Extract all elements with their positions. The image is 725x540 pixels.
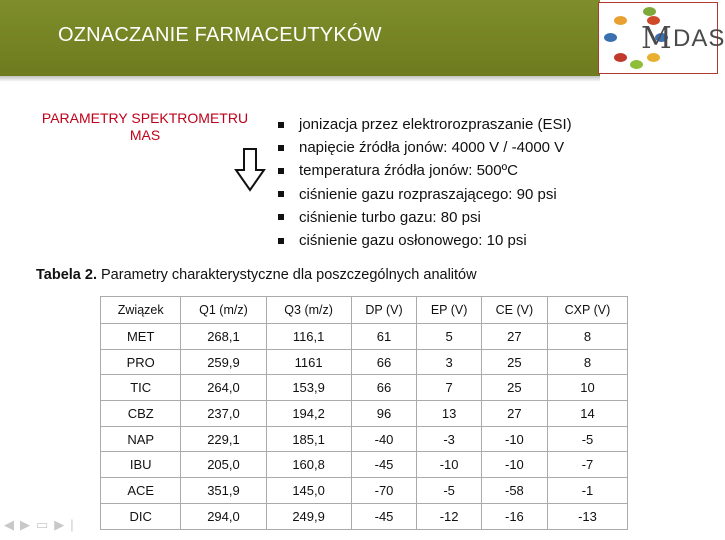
table-cell: 259,9 xyxy=(181,349,266,375)
table-cell: 229,1 xyxy=(181,426,266,452)
table-cell: PRO xyxy=(101,349,181,375)
caption-text: Parametry charakterystyczne dla poszczególnych analitów xyxy=(101,267,477,283)
title-bar-shadow xyxy=(0,76,600,82)
table-cell: 153,9 xyxy=(266,375,351,401)
table-cell: 14 xyxy=(547,401,627,427)
table-cell: 66 xyxy=(351,375,417,401)
list-item-text: napięcie źródła jonów: 4000 V / -4000 V xyxy=(299,139,565,157)
list-item-text: ciśnienie gazu rozpraszającego: 90 psi xyxy=(299,185,557,203)
table-cell: 268,1 xyxy=(181,324,266,350)
logo-dot xyxy=(614,53,627,62)
table-cell: 5 xyxy=(417,324,482,350)
table-cell: 66 xyxy=(351,349,417,375)
logo-dot xyxy=(614,16,627,25)
table-cell: 116,1 xyxy=(266,324,351,350)
mdas-logo xyxy=(598,2,725,74)
table-cell: 96 xyxy=(351,401,417,427)
table-cell: -45 xyxy=(351,503,417,529)
column-header: CXP (V) xyxy=(547,297,627,324)
logo-dot xyxy=(643,7,656,16)
table-cell: 27 xyxy=(481,324,547,350)
table-cell: 10 xyxy=(547,375,627,401)
table-cell: -58 xyxy=(481,478,547,504)
table-cell: -40 xyxy=(351,426,417,452)
list-item xyxy=(276,136,572,159)
bullet-icon xyxy=(278,122,284,128)
list-item xyxy=(276,159,572,182)
table-cell: 351,9 xyxy=(181,478,266,504)
list-item xyxy=(276,206,572,229)
table-row xyxy=(101,452,628,478)
table-cell: 8 xyxy=(547,349,627,375)
list-item-text: temperatura źródła jonów: 500ºC xyxy=(299,162,518,180)
table-cell: -1 xyxy=(547,478,627,504)
parameter-list xyxy=(276,113,572,252)
table-row xyxy=(101,478,628,504)
bullet-icon xyxy=(278,145,284,151)
list-item xyxy=(276,113,572,136)
table-cell: CBZ xyxy=(101,401,181,427)
table-cell: -12 xyxy=(417,503,482,529)
bullet-icon xyxy=(278,168,284,174)
table-cell: MET xyxy=(101,324,181,350)
column-header: DP (V) xyxy=(351,297,417,324)
table-cell: 294,0 xyxy=(181,503,266,529)
caption-label: Tabela 2. xyxy=(36,267,97,283)
table-cell: 7 xyxy=(417,375,482,401)
table-cell: 249,9 xyxy=(266,503,351,529)
column-header: CE (V) xyxy=(481,297,547,324)
table-cell: -10 xyxy=(481,426,547,452)
table-caption xyxy=(36,267,477,283)
table-row xyxy=(101,401,628,427)
analyte-parameters-table xyxy=(100,296,628,530)
table-cell: 61 xyxy=(351,324,417,350)
parameters-label: PARAMETRY SPEKTROMETRU MAS xyxy=(41,110,249,143)
table-cell: -3 xyxy=(417,426,482,452)
table-cell: -10 xyxy=(417,452,482,478)
table-cell: 13 xyxy=(417,401,482,427)
logo-dot xyxy=(604,33,617,42)
prev-icon[interactable]: ◀ xyxy=(4,517,20,532)
table-cell: 205,0 xyxy=(181,452,266,478)
list-item-text: ciśnienie gazu osłonowego: 10 psi xyxy=(299,232,527,250)
column-header: EP (V) xyxy=(417,297,482,324)
page-title: OZNACZANIE FARMACEUTYKÓW xyxy=(58,24,382,46)
slide-navigation xyxy=(4,517,80,533)
table-cell: -5 xyxy=(417,478,482,504)
table-cell: 25 xyxy=(481,375,547,401)
table-cell: 8 xyxy=(547,324,627,350)
list-item-text: ciśnienie turbo gazu: 80 psi xyxy=(299,208,481,226)
table-cell: 1161 xyxy=(266,349,351,375)
bullet-icon xyxy=(278,214,284,220)
list-item xyxy=(276,229,572,252)
table-cell: -70 xyxy=(351,478,417,504)
table-cell: 194,2 xyxy=(266,401,351,427)
menu-icon[interactable]: ▭ xyxy=(36,517,55,532)
table-cell: TIC xyxy=(101,375,181,401)
table-cell: 264,0 xyxy=(181,375,266,401)
table-cell: 185,1 xyxy=(266,426,351,452)
table-cell: -45 xyxy=(351,452,417,478)
table-cell: 3 xyxy=(417,349,482,375)
table-row xyxy=(101,349,628,375)
table-row xyxy=(101,503,628,529)
table-cell: -5 xyxy=(547,426,627,452)
bullet-icon xyxy=(278,238,284,244)
table-cell: 25 xyxy=(481,349,547,375)
table-cell: NAP xyxy=(101,426,181,452)
logo-dot xyxy=(630,60,643,69)
table-header-row xyxy=(101,297,628,324)
column-header: Związek xyxy=(101,297,181,324)
logo-letter: M xyxy=(641,21,672,56)
table-cell: -10 xyxy=(481,452,547,478)
table-cell: 160,8 xyxy=(266,452,351,478)
table-cell: 27 xyxy=(481,401,547,427)
end-icon[interactable]: ▶| xyxy=(54,517,80,532)
table-row xyxy=(101,375,628,401)
table-cell: 237,0 xyxy=(181,401,266,427)
title-bar xyxy=(0,0,600,76)
table-cell: -13 xyxy=(547,503,627,529)
logo-text: DAS xyxy=(673,25,725,52)
list-item-text: jonizacja przez elektrorozpraszanie (ESI) xyxy=(299,116,572,134)
table-cell: IBU xyxy=(101,452,181,478)
list-item xyxy=(276,183,572,206)
bullet-icon xyxy=(278,191,284,197)
table-cell: ACE xyxy=(101,478,181,504)
table-cell: DIC xyxy=(101,503,181,529)
column-header: Q3 (m/z) xyxy=(266,297,351,324)
next-icon[interactable]: ▶ xyxy=(20,517,36,532)
table-cell: -7 xyxy=(547,452,627,478)
table-row xyxy=(101,324,628,350)
table-cell: 145,0 xyxy=(266,478,351,504)
table-row xyxy=(101,426,628,452)
table-cell: -16 xyxy=(481,503,547,529)
column-header: Q1 (m/z) xyxy=(181,297,266,324)
arrow-down-icon xyxy=(235,148,265,192)
